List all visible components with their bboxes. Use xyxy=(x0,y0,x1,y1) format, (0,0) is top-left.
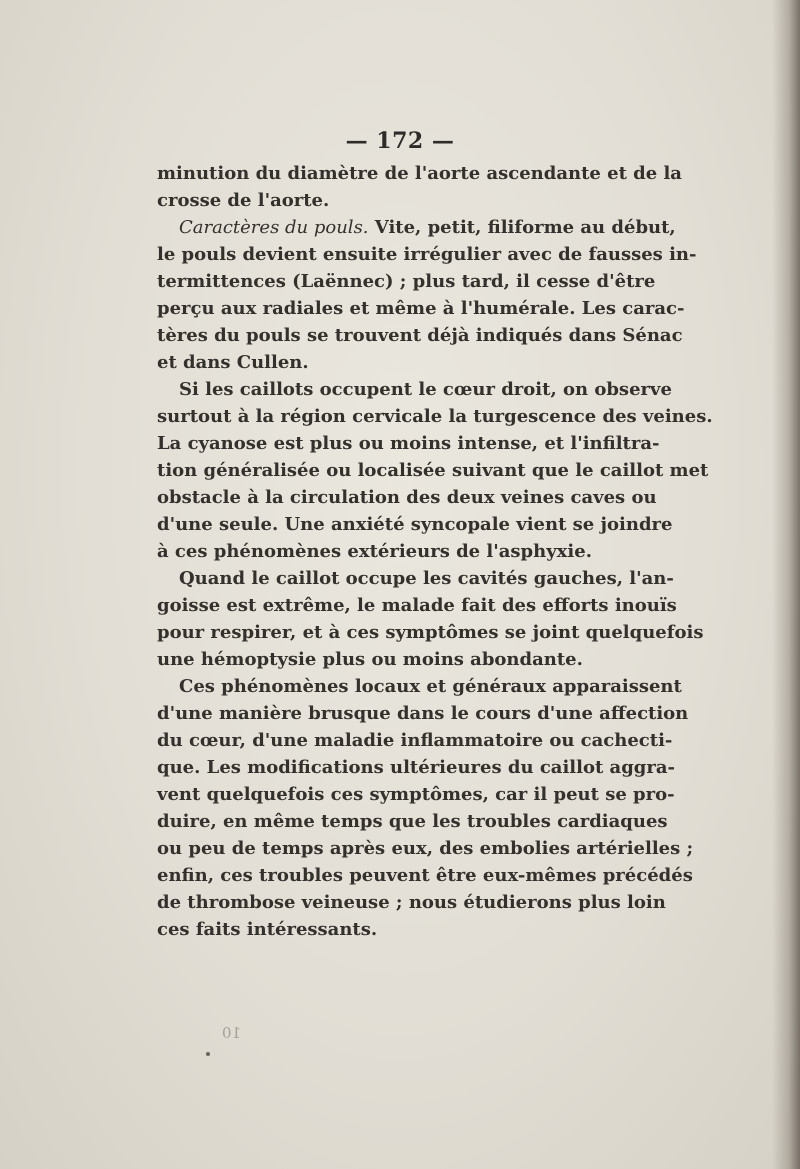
text-line: surtout à la région cervicale la turgescence des veines. xyxy=(157,406,713,427)
text-line: obstacle à la circulation des deux veines caves ou xyxy=(157,487,657,508)
text-line: ces faits intéressants. xyxy=(157,919,378,940)
text-line: de thrombose veineuse ; nous étudierons plus loin xyxy=(157,892,666,913)
text-line: vent quelquefois ces symptômes, car il peut se pro- xyxy=(157,784,675,805)
text-line: perçu aux radiales et même à l'humérale. Les carac- xyxy=(157,298,685,319)
paper-speck xyxy=(206,1052,210,1056)
text-line: ou peu de temps après eux, des embolies artérielles ; xyxy=(157,838,694,859)
text-line: Quand le caillot occupe les cavités gauches, l'an- xyxy=(179,568,674,589)
text-line: La cyanose est plus ou moins intense, et l'infiltra- xyxy=(157,433,660,454)
text-line: d'une manière brusque dans le cours d'une affection xyxy=(157,703,689,724)
text-line: Si les caillots occupent le cœur droit, on observe xyxy=(179,379,672,400)
text-line: d'une seule. Une anxiété syncopale vient se joindre xyxy=(157,514,673,535)
text-line: à ces phénomènes extérieurs de l'asphyxie. xyxy=(157,541,592,562)
text-line: une hémoptysie plus ou moins abondante. xyxy=(157,649,583,670)
italic-heading: Caractères du pouls. xyxy=(179,217,369,238)
text-line: termittences (Laënnec) ; plus tard, il cesse d'être xyxy=(157,271,656,292)
text-line: goisse est extrême, le malade fait des efforts inouïs xyxy=(157,595,677,616)
text-line: tères du pouls se trouvent déjà indiqués dans Sénac xyxy=(157,325,683,346)
text-line: Caractères du pouls. Vite, petit, filiforme au début, xyxy=(179,217,676,238)
text-line: crosse de l'aorte. xyxy=(157,190,330,211)
text-line: pour respirer, et à ces symptômes se joint quelquefois xyxy=(157,622,704,643)
text-line: du cœur, d'une maladie inflammatoire ou cachecti- xyxy=(157,730,673,751)
text-line: Ces phénomènes locaux et généraux apparaissent xyxy=(179,676,682,697)
bleed-through-mark: 10 xyxy=(222,1024,242,1042)
text-line: enfin, ces troubles peuvent être eux-mêmes précédés xyxy=(157,865,693,886)
text-line: duire, en même temps que les troubles cardiaques xyxy=(157,811,668,832)
page-number: — 172 — xyxy=(345,128,455,154)
text-line: minution du diamètre de l'aorte ascendante et de la xyxy=(157,163,682,184)
text-line: que. Les modifications ultérieures du caillot aggra- xyxy=(157,757,676,778)
text-line: le pouls devient ensuite irrégulier avec de fausses in- xyxy=(157,244,697,265)
body-text xyxy=(157,160,713,943)
text-line: tion généralisée ou localisée suivant que le caillot met xyxy=(157,460,709,481)
text-line: et dans Cullen. xyxy=(157,352,309,373)
